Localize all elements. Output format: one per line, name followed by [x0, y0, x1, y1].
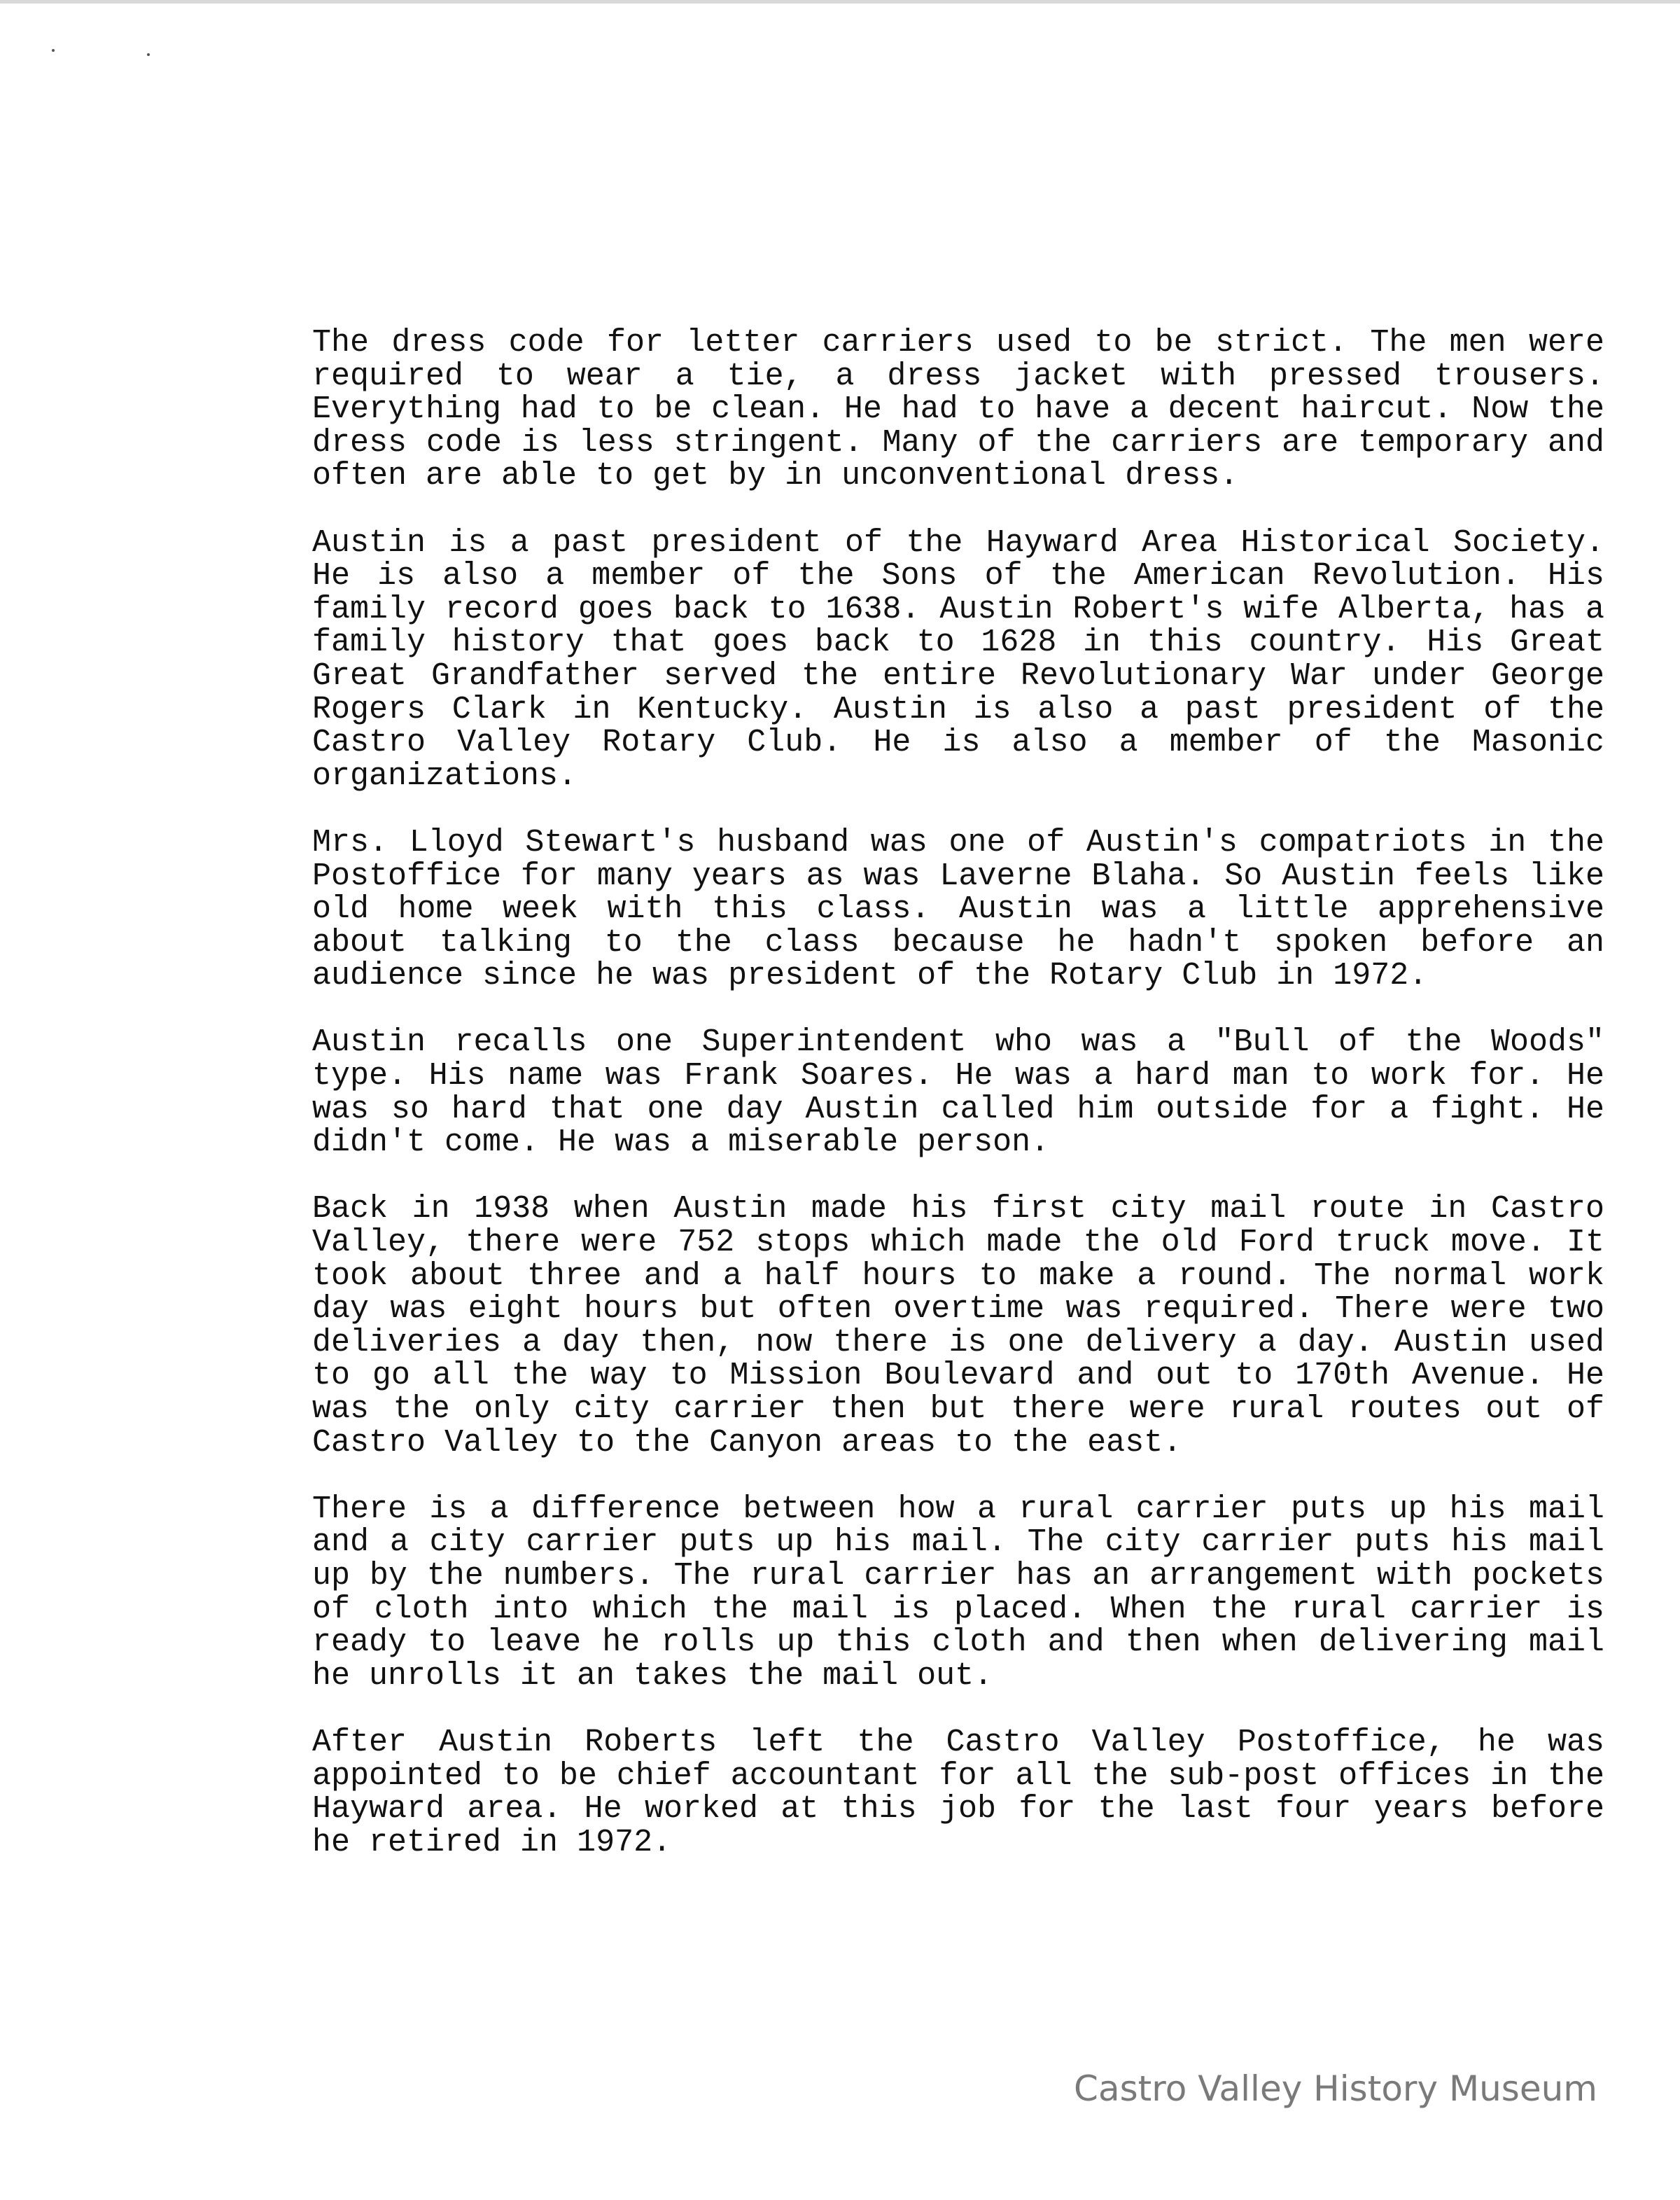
paragraph-mail-route: Back in 1938 when Austin made his first city mail route in Castro Valley, there were 752 stops which made the old Ford truck move. It took about three and a half hours to make a round. The normal work day was eight hours but often overtime was required. There were two deliveries a day then, now there is one delivery a day. Austin used to go all the way to Mission Boulevard and out to 170th Avenue. He was the only city carrier then but there were rural routes out of Castro Valley to the Canyon areas to the east. [312, 1191, 1604, 1461]
paragraph-retirement: After Austin Roberts left the Castro Valley Postoffice, he was appointed to be chief accountant for all the sub-post offices in the Hayward area. He worked at this job for the last four years before he retired in 1972. [312, 1724, 1604, 1860]
paragraph-compatriots: Mrs. Lloyd Stewart's husband was one of Austin's compatriots in the Postoffice for many years as was Laverne Blaha. So Austin feels like old home week with this class. Austin was a little apprehensive about talking to the class because he hadn't spoken before an audience since he was president of the Rotary Club in 1972. [312, 824, 1604, 994]
scan-speck [147, 53, 150, 56]
document-body [312, 326, 1604, 1859]
scan-speck [52, 49, 55, 52]
paragraph-dress-code: The dress code for letter carriers used to be strict. The men were required to wear a tie, a dress jacket with pressed trousers. Everything had to be clean. He had to have a decent haircut. Now the dress code is less stringent. Many of the carriers are temporary and often are able to get by in unconventional dress. [312, 325, 1604, 494]
paragraph-rural-carrier: There is a difference between how a rural carrier puts up his mail and a city carrier puts up his mail. The city carrier puts his mail up by the numbers. The rural carrier has an arrangement with pockets of cloth into which the mail is placed. When the rural carrier is ready to leave he rolls up this cloth and then when delivering mail he unrolls it an takes the mail out. [312, 1491, 1604, 1694]
paragraph-superintendent: Austin recalls one Superintendent who was a "Bull of the Woods" type. His name was Frank Soares. He was a hard man to work for. He was so hard that one day Austin called him outside for a fight. He didn't come. He was a miserable person. [312, 1024, 1604, 1161]
scan-top-edge [0, 0, 1680, 4]
paragraph-historical-society: Austin is a past president of the Hayward Area Historical Society. He is also a member of the Sons of the American Revolution. His family record goes back to 1638. Austin Robert's wife Alberta, has a family history that goes back to 1628 in this country. His Great Great Grandfather served the entire Revolutionary War under George Rogers Clark in Kentucky. Austin is also a past president of the Castro Valley Rotary Club. He is also a member of the Masonic organizations. [312, 524, 1604, 794]
museum-watermark: Castro Valley History Museum [1074, 2068, 1597, 2109]
